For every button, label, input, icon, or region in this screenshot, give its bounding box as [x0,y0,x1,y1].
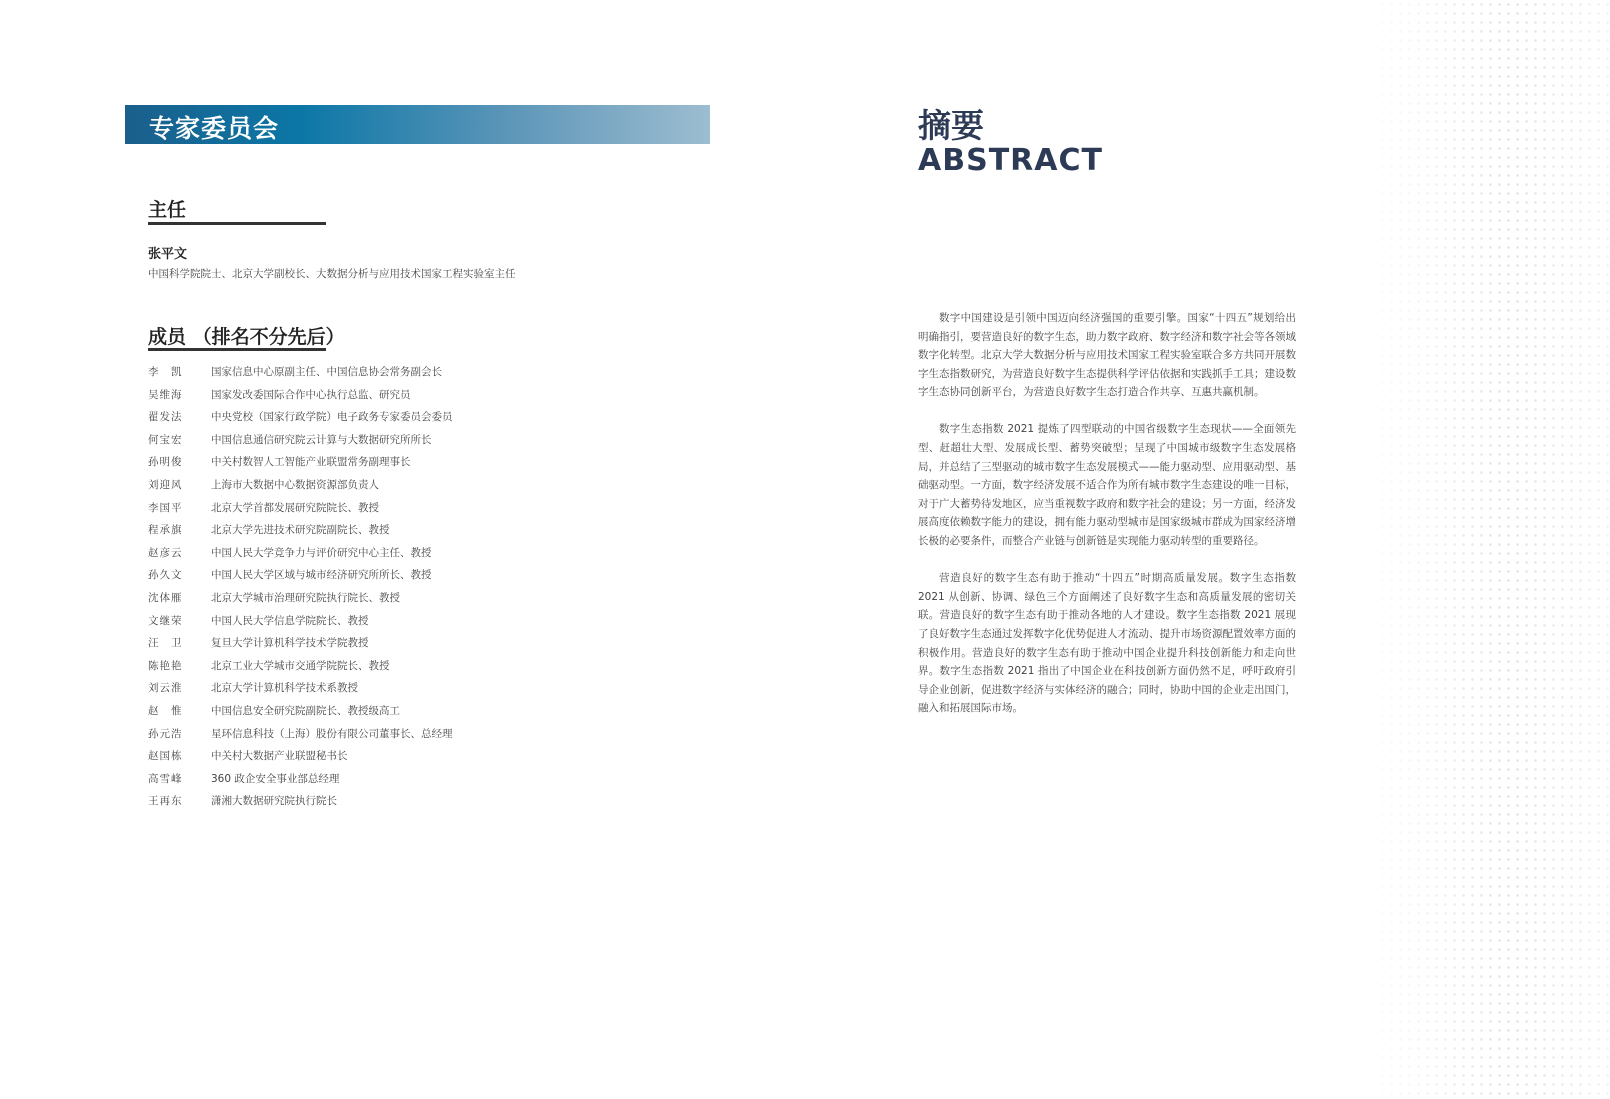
abstract-paragraph: 数字中国建设是引领中国迈向经济强国的重要引擎。国家“十四五”规划给出明确指引，要营造良好的数字生态，助力数字政府、数字经济和数字社会等各领域数字化转型。北京大学大数据分析与应用技术国家工程实验室联合多方共同开展数字生态指数研究，为营造良好数字生态提供科学评估依据和实践抓手工具；建设数字生态协同创新平台，为营造良好数字生态打造合作共享、互惠共赢机制。 [918,312,1296,399]
member-row [148,793,453,816]
member-name: 赵 惟 [148,704,183,717]
member-name: 赵彦云 [148,546,183,559]
member-name: 文继荣 [148,614,183,627]
member-title: 中国人民大学区域与城市经济研究所所长、教授 [211,569,432,582]
member-title: 中关村数智人工智能产业联盟常务副理事长 [211,456,411,469]
member-name: 刘迎风 [148,478,183,491]
director-heading-rule [148,222,326,225]
director-title: 中国科学院院士、北京大学副校长、大数据分析与应用技术国家工程实验室主任 [148,268,516,280]
member-row [148,545,453,568]
member-row [148,387,453,410]
abstract-heading-en: ABSTRACT [918,143,1103,178]
member-name: 高雪峰 [148,772,183,785]
member-row [148,432,453,455]
member-row [148,635,453,658]
committee-title: 专家委员会 [149,114,280,143]
member-name: 孙明俊 [148,456,183,469]
member-title: 星环信息科技（上海）股份有限公司董事长、总经理 [211,727,453,740]
member-name: 李国平 [148,501,183,514]
member-row [148,500,453,523]
member-name: 赵国栋 [148,750,183,763]
members-heading-rule [148,348,326,351]
member-row [148,522,453,545]
abstract-heading-cn: 摘要 [918,106,984,145]
member-row [148,364,453,387]
member-name: 孙久文 [148,569,183,582]
abstract-paragraph: 数字生态指数 2021 提炼了四型联动的中国省级数字生态现状——全面领先型、赶超壮大型、发展成长型、蓄势突破型；呈现了中国城市级数字生态发展格局，并总结了三型驱动的城市数字生态发展模式——能力驱动型、应用驱动型、基础驱动型。一方面，数字经济发展不适合作为所有城市数字生态建设的唯一目标，对于广大蓄势待发地区，应当重视数字政府和数字社会的建设；另一方面，经济发展高度依赖数字能力的建设，拥有能力驱动型城市是国家级城市群成为国家经济增长极的必要条件，而整合产业链与创新链是实现能力驱动转型的重要路径。 [918,423,1296,548]
member-title: 国家发改委国际合作中心执行总监、研究员 [211,388,411,401]
member-name: 刘云淮 [148,682,183,695]
member-title: 国家信息中心原副主任、中国信息协会常务副会长 [211,366,442,378]
member-name: 陈艳艳 [148,659,183,672]
abstract-paragraph: 营造良好的数字生态有助于推动“十四五”时期高质量发展。数字生态指数 2021 从创新、协调、绿色三个方面阐述了良好数字生态和高质量发展的密切关联。营造良好的数字生态有助于推动各地的人才建设。数字生态指数 2021 展现了良好数字生态通过发挥数字化优势促进人才流动、提升市场资源配置效率方面的积极作用。营造良好的数字生态有助于推动中国企业提升科技创新能力和走向世界。数字生态指数 2021 指出了中国企业在科技创新方面仍然不足，呼吁政府引导企业创新，促进数字经济与实体经济的融合；同时，协助中国的企业走出国门，融入和拓展国际市场。 [918,572,1296,715]
member-title: 360 政企安全事业部总经理 [211,772,340,785]
member-row [148,658,453,681]
member-row [148,771,453,794]
member-title: 北京大学首都发展研究院院长、教授 [211,501,379,514]
member-name: 汪 卫 [148,637,183,650]
member-row [148,477,453,500]
member-title: 复旦大学计算机科学技术学院教授 [211,637,369,650]
member-row [148,748,453,771]
dotted-wave-decoration [1360,0,1610,1099]
member-name: 何宝宏 [148,433,183,446]
member-title: 北京大学计算机科学技术系教授 [211,682,358,695]
member-row [148,454,453,477]
member-title: 北京大学城市治理研究院执行院长、教授 [211,591,400,604]
director-heading: 主任 [148,199,187,221]
member-name: 吴维海 [148,388,183,401]
member-row [148,567,453,590]
member-name: 沈体雁 [148,591,183,604]
member-title: 北京大学先进技术研究院副院长、教授 [211,524,390,537]
member-row [148,590,453,613]
member-title: 中国信息通信研究院云计算与大数据研究所所长 [211,433,432,446]
member-name: 孙元浩 [148,727,183,740]
member-title: 中国信息安全研究院副院长、教授级高工 [211,704,400,717]
member-row [148,703,453,726]
member-row [148,726,453,749]
member-row [148,613,453,636]
director-name: 张平文 [148,247,188,262]
member-name: 翟发法 [148,411,183,424]
member-title: 中国人民大学竞争力与评价研究中心主任、教授 [211,546,432,559]
member-title: 北京工业大学城市交通学院院长、教授 [211,659,390,672]
member-title: 中国人民大学信息学院院长、教授 [211,614,369,627]
member-title: 上海市大数据中心数据资源部负责人 [211,478,379,491]
committee-banner [125,105,710,144]
member-title: 潇湘大数据研究院执行院长 [211,795,337,808]
member-list [148,364,453,816]
member-title: 中央党校（国家行政学院）电子政务专家委员会委员 [211,411,453,424]
abstract-body [918,309,1296,736]
member-name: 程承旗 [148,524,183,537]
member-title: 中关村大数据产业联盟秘书长 [211,750,348,763]
member-row [148,409,453,432]
members-heading: 成员 （排名不分先后） [148,326,345,348]
member-row [148,680,453,703]
member-name: 李 凯 [148,366,183,378]
member-name: 王再东 [148,795,183,808]
